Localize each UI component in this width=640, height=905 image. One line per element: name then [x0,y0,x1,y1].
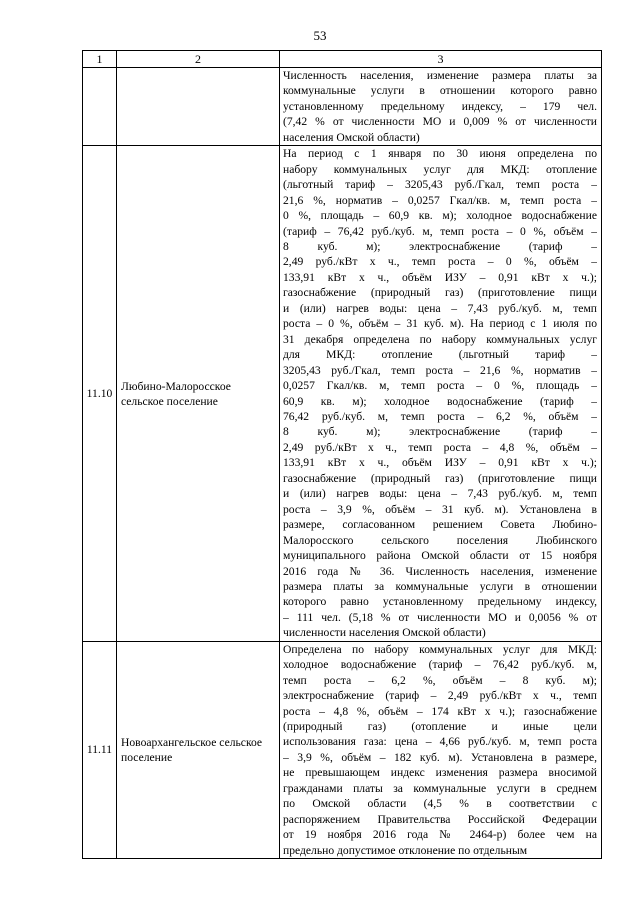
text-line: населения Омской области) [283,130,420,144]
text-line: и (или) нагрев воды: цена – 7,43 руб./куб. м, темп [283,301,597,315]
tariff-table [82,50,602,859]
text-line: роста – 4,8 %, объём – 174 кВт х ч.); газоснабжение [283,704,597,718]
text-line: по Омской области (4,5 % в соответствии с [283,797,597,811]
text-line: На период с 1 января по 30 июня определена по [283,147,597,161]
row-description [280,146,602,642]
header-col-2: 2 [117,51,280,68]
text-line: от 19 ноября 2016 года № 2464-р) более чем на [283,828,597,842]
text-line: размера платы за коммунальные услуги в отношении [283,579,597,593]
text-line: 60,9 кв. м); холодное водоснабжение (тариф – [283,394,597,408]
text-line: холодное водоснабжение (тариф – 76,42 руб./куб. м, [283,658,597,672]
text-line: газоснабжение (природный газ) (приготовление пищи [283,286,597,300]
settlement-name: Любино-Малоросское сельское поселение [117,146,280,642]
text-line: Определена по набору коммунальных услуг для МКД: [283,642,597,656]
text-line: 8 куб. м); электроснабжение (тариф – [283,239,597,253]
header-col-1: 1 [83,51,117,68]
row-description [280,641,602,858]
text-line: темп роста – 6,2 %, объём – 8 куб. м); [283,673,597,687]
text-line: газоснабжение (природный газ) (приготовление пищи [283,471,597,485]
text-line: 2016 года № 36. Численность населения, изменение [283,564,597,578]
text-line: (7,42 % от численности МО и 0,009 % от численности [283,115,597,129]
text-line: 133,91 кВт х ч., объём ИЗУ – 0,91 кВт х ч.); [283,456,597,470]
text-line: 2,49 руб./кВт х ч., темп роста – 4,8 %, объём – [283,440,597,454]
text-line: для МКД: отопление (льготный тариф – [283,348,597,362]
table-row [83,641,602,858]
text-line: и (или) нагрев воды: цена – 7,43 руб./куб. м, темп [283,487,597,501]
text-line: роста – 3,9 %, объём – 31 куб. м). Установлена в [283,502,597,516]
settlement-name [117,68,280,146]
row-description [280,68,602,146]
text-line: (льготный тариф – 3205,43 руб./Гкал, темп роста – [283,178,597,192]
text-line: не превышающем индекс изменения размера вносимой [283,766,597,780]
text-line: электроснабжение (тариф – 2,49 руб./кВт х ч., темп [283,689,597,703]
text-line: использования газа: цена – 4,66 руб./куб. м, темп роста [283,735,597,749]
row-number: 11.10 [83,146,117,642]
row-number [83,68,117,146]
text-line: 8 куб. м); электроснабжение (тариф – [283,425,597,439]
text-line: роста – 0 %, объём – 31 куб. м). На период с 1 июля по [283,317,597,331]
text-line: 0 %, площадь – 60,9 кв. м); холодное водоснабжение [283,209,597,223]
header-col-3: 3 [280,51,602,68]
text-line: 76,42 руб./куб. м, темп роста – 6,2 %, объём – [283,409,597,423]
text-line: Малоросского сельского поселения Любинского [283,533,597,547]
text-line: (природный газ) (отопление и иные цели [283,720,597,734]
text-line: предельно допустимое отклонение по отдельным [283,843,528,857]
text-line: 3205,43 руб./Гкал, темп роста – 21,6 %, норматив – [283,363,597,377]
text-line: – 3,9 %, объём – 182 куб. м). Установлена в размере, [283,750,597,764]
text-line: набору коммунальных услуг для МКД: отопление [283,162,597,176]
text-line: муниципального района Омской области от 15 ноября [283,549,597,563]
text-line: – 111 чел. (5,18 % от численности МО и 0,0056 % от [283,610,597,624]
text-line: 0,0257 Гкал/кв. м, темп роста – 0 %, площадь – [283,379,597,393]
text-line: численности населения Омской области) [283,626,486,640]
text-line: Численность населения, изменение размера платы за [283,69,597,82]
table-row [83,146,602,642]
text-line: размере, согласованном решением Совета Любино- [283,518,597,532]
text-line: 2,49 руб./кВт х ч., темп роста – 0 %, объём – [283,255,597,269]
text-line: коммунальные услуги в отношении которого равно [283,84,597,98]
text-line: гражданами платы за коммунальные услуги в среднем [283,781,597,795]
text-line: распоряжением Правительства Российской Федерации [283,812,597,826]
text-line: которого равно установленному предельному индексу, [283,595,597,609]
text-line: (тариф – 76,42 руб./куб. м, темп роста – 0 %, объём – [283,224,597,238]
table-row [83,68,602,146]
text-line: 21,6 %, норматив – 0,0257 Гкал/кв. м, темп роста – [283,193,597,207]
text-line: 31 декабря определена по набору коммунальных услуг [283,332,597,346]
settlement-name: Новоархангельское сельское поселение [117,641,280,858]
page-number: 53 [313,28,327,43]
text-line: 133,91 кВт х ч., объём ИЗУ – 0,91 кВт х ч.); [283,270,597,284]
text-line: установленному предельному индексу, – 179 чел. [283,99,597,113]
table-header-row [83,51,602,68]
row-number: 11.11 [83,641,117,858]
